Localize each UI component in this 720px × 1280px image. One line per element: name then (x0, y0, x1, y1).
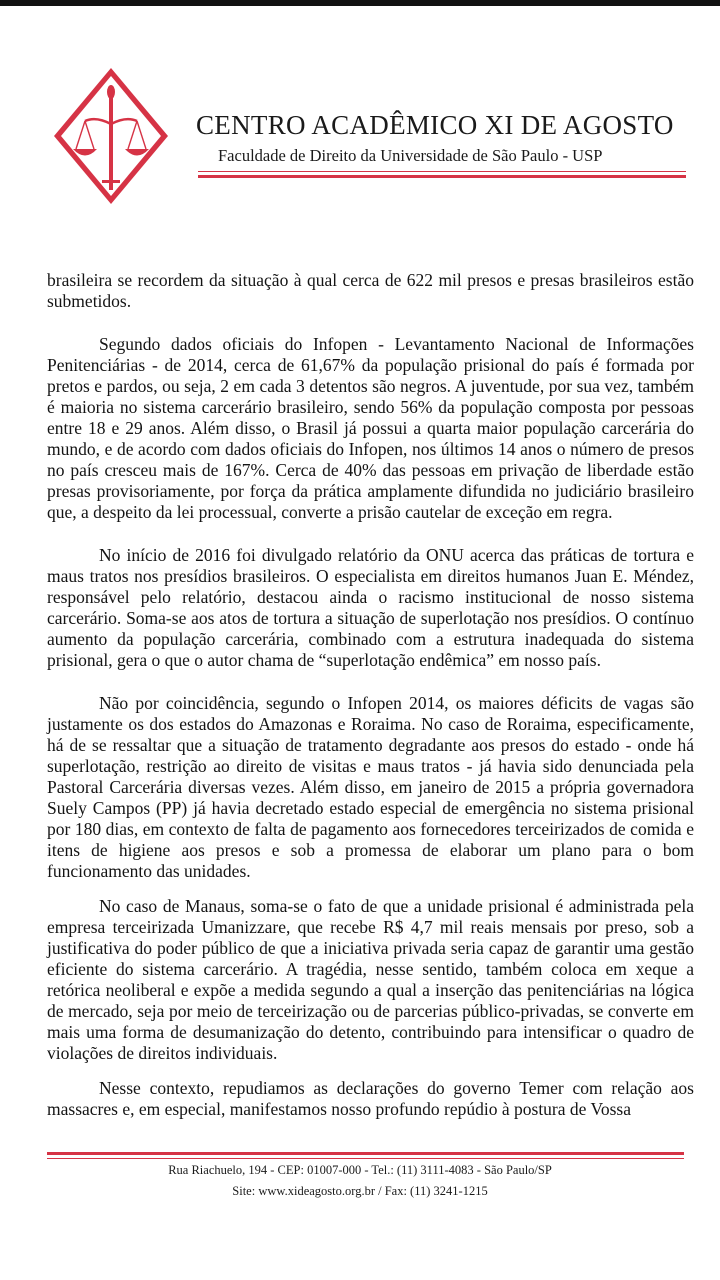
scales-of-justice-diamond-icon (52, 66, 170, 206)
paragraph: No início de 2016 foi divulgado relatório da ONU acerca das práticas de tortura e maus tratos nos presídios brasileiros. O especialista em direitos humanos Juan E. Méndez, responsável pelo relatório, destacou ainda o racismo institucional de nosso sistema carcerário. Soma-se aos atos de tortura a situação de superlotação nos presídios. O contínuo aumento da população carcerária, combinado com a estrutura inadequada do sistema prisional, gera o que o autor chama de “superlotação endêmica” em nosso país. (47, 545, 694, 670)
header-divider (198, 175, 686, 178)
footer-address: Rua Riachuelo, 194 - CEP: 01007-000 - Tel.: (11) 3111-4083 - São Paulo/SP (168, 1163, 552, 1177)
header-divider (198, 171, 686, 172)
paragraph: Não por coincidência, segundo o Infopen 2014, os maiores déficits de vagas são justamente os dos estados do Amazonas e Roraima. No caso de Roraima, especificamente, há de se ressaltar que a situação de tratamento degradante aos presos do estado - onde há superlotação, restrição ao direito de visitas e maus tratos - já havia sido denunciada pela Pastoral Carcerária diversas vezes. Além disso, em janeiro de 2015 a própria governadora Suely Campos (PP) já havia decretado estado especial de emergência no sistema prisional por 180 dias, em contexto de falta de pagamento aos fornecedores terceirizados de comida e itens de higiene aos presos e sob a promessa de elaborar um plano para o bom funcionamento das unidades. (47, 693, 694, 881)
footer-site: Site: www.xideagosto.org.br / Fax: (11) 3241-1215 (232, 1184, 488, 1198)
footer-divider (47, 1152, 684, 1155)
organization-title: CENTRO ACADÊMICO XI DE AGOSTO (196, 110, 674, 140)
paragraph: brasileira se recordem da situação à qual cerca de 622 mil presos e presas brasileiros estão submetidos. (47, 270, 694, 311)
footer-divider (47, 1158, 684, 1159)
top-edge-bar (0, 0, 720, 6)
paragraph: Nesse contexto, repudiamos as declarações do governo Temer com relação aos massacres e, em especial, manifestamos nosso profundo repúdio à postura de Vossa (47, 1078, 694, 1119)
paragraph: Segundo dados oficiais do Infopen - Levantamento Nacional de Informações Penitenciárias - de 2014, cerca de 61,67% da população prisional do país é formada por pretos e pardos, ou seja, 2 em cada 3 detentos são negros. A juventude, por sua vez, também é maioria no sistema carcerário brasileiro, sendo 56% da população composta por pessoas entre 18 e 29 anos. Além disso, o Brasil já possui a quarta maior população carcerária do mundo, e de acordo com dados oficiais do Infopen, nos últimos 14 anos o número de presos no país cresceu mais de 167%. Cerca de 40% das pessoas em privação de liberdade estão presas provisoriamente, por força da prática amplamente difundida no judiciário brasileiro que, a despeito da lei processual, converte a prisão cautelar de exceção em regra. (47, 334, 694, 522)
organization-subtitle: Faculdade de Direito da Universidade de São Paulo - USP (218, 146, 603, 165)
letter-body (47, 270, 694, 1120)
paragraph: No caso de Manaus, soma-se o fato de que a unidade prisional é administrada pela empresa terceirizada Umanizzare, que recebe R$ 4,7 mil reais mensais por preso, sob a justificativa do poder público de que a iniciativa privada seria capaz de garantir uma gestão eficiente do sistema carcerário. A tragédia, nesse sentido, também coloca em xeque a retórica neoliberal e expõe a medida segundo a qual a inserção das penitenciárias na lógica de mercado, seja por meio de terceirização ou de parcerias público-privadas, se converte em mais uma forma de desumanização do detento, contribuindo para intensificar o quadro de violações de direitos individuais. (47, 896, 694, 1063)
